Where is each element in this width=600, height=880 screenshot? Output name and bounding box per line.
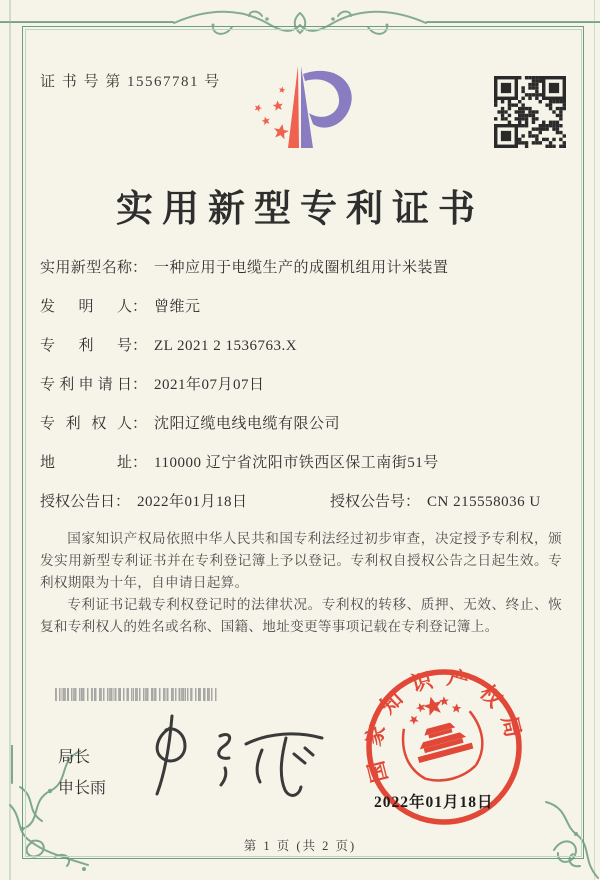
page-footer: 第 1 页 (共 2 页) [243, 839, 357, 853]
field-row-invention-name [40, 256, 562, 295]
field-value: ZL 2021 2 1536763.X [154, 338, 298, 354]
field-row-filing-date [40, 373, 562, 412]
field-value: 曾维元 [154, 299, 201, 315]
director-title: 局长 [58, 749, 91, 766]
grant-no-label: 授权公告号 [330, 494, 406, 510]
field-row-patentee [40, 412, 562, 451]
grant-date-label: 授权公告日 [40, 494, 116, 510]
cnipa-logo-icon [243, 60, 363, 155]
field-value: 一种应用于电缆生产的成圈机组用计米装置 [154, 260, 449, 276]
field-row-address [40, 451, 562, 490]
top-ornament-line-left [0, 21, 174, 23]
legal-paragraph-1: 国家知识产权局依照中华人民共和国专利法经过初步审查，决定授予专利权，颁发实用新型专利证书并在专利登记簿上予以登记。专利权自授权公告之日起生效。专利权期限为十年，自申请日起算。 [40, 531, 562, 590]
colon: ： [132, 377, 148, 393]
colon: ： [405, 494, 421, 510]
corner-flourish-bottom-right-icon [532, 788, 600, 880]
field-row-patent-no [40, 334, 562, 373]
colon: ： [132, 455, 148, 471]
colon: ： [132, 416, 148, 432]
legal-paragraph-2: 专利证书记载专利权登记时的法律状况。专利权的转移、质押、无效、终止、恢复和专利权人的姓名或名称、国籍、地址变更等事项记载在专利登记簿上。 [40, 597, 562, 634]
qr-code-icon [494, 76, 566, 148]
seal-date: 2022年01月18日 [374, 794, 494, 811]
field-label: 专利申请日 [40, 377, 132, 393]
certificate-title: 实用新型专利证书 [116, 189, 484, 230]
legal-text [40, 528, 562, 638]
field-label: 发明人 [40, 299, 132, 315]
field-label: 实用新型名称 [40, 260, 132, 276]
colon: ： [132, 338, 148, 354]
director-name: 申长雨 [58, 780, 107, 797]
field-row-inventor [40, 295, 562, 334]
field-label: 地址 [40, 455, 132, 471]
grant-no-value: CN 215558036 U [427, 494, 541, 510]
colon: ： [115, 494, 131, 510]
barcode-icon [55, 688, 217, 701]
top-flourish-ornament-icon [170, 3, 430, 43]
colon: ： [132, 299, 148, 315]
field-value: 110000 辽宁省沈阳市铁西区保工南街51号 [154, 455, 439, 471]
grant-no-group [330, 490, 541, 511]
field-list [40, 256, 562, 524]
field-value: 2021年07月07日 [154, 377, 265, 393]
director-block [58, 742, 106, 804]
edge-line-right [594, 0, 596, 880]
field-row-grant [40, 490, 562, 524]
certificate-number: 证 书 号 第 15567781 号 [40, 74, 221, 90]
seal-text: 国家知识产权局 [360, 665, 529, 785]
field-label: 专利权人 [40, 416, 132, 432]
top-ornament-line-right [426, 21, 600, 23]
grant-date-value: 2022年01月18日 [137, 494, 248, 510]
field-value: 沈阳辽缆电线电缆有限公司 [154, 416, 341, 432]
field-label: 专利号 [40, 338, 132, 354]
director-signature-icon [128, 710, 333, 800]
colon: ： [132, 260, 148, 276]
